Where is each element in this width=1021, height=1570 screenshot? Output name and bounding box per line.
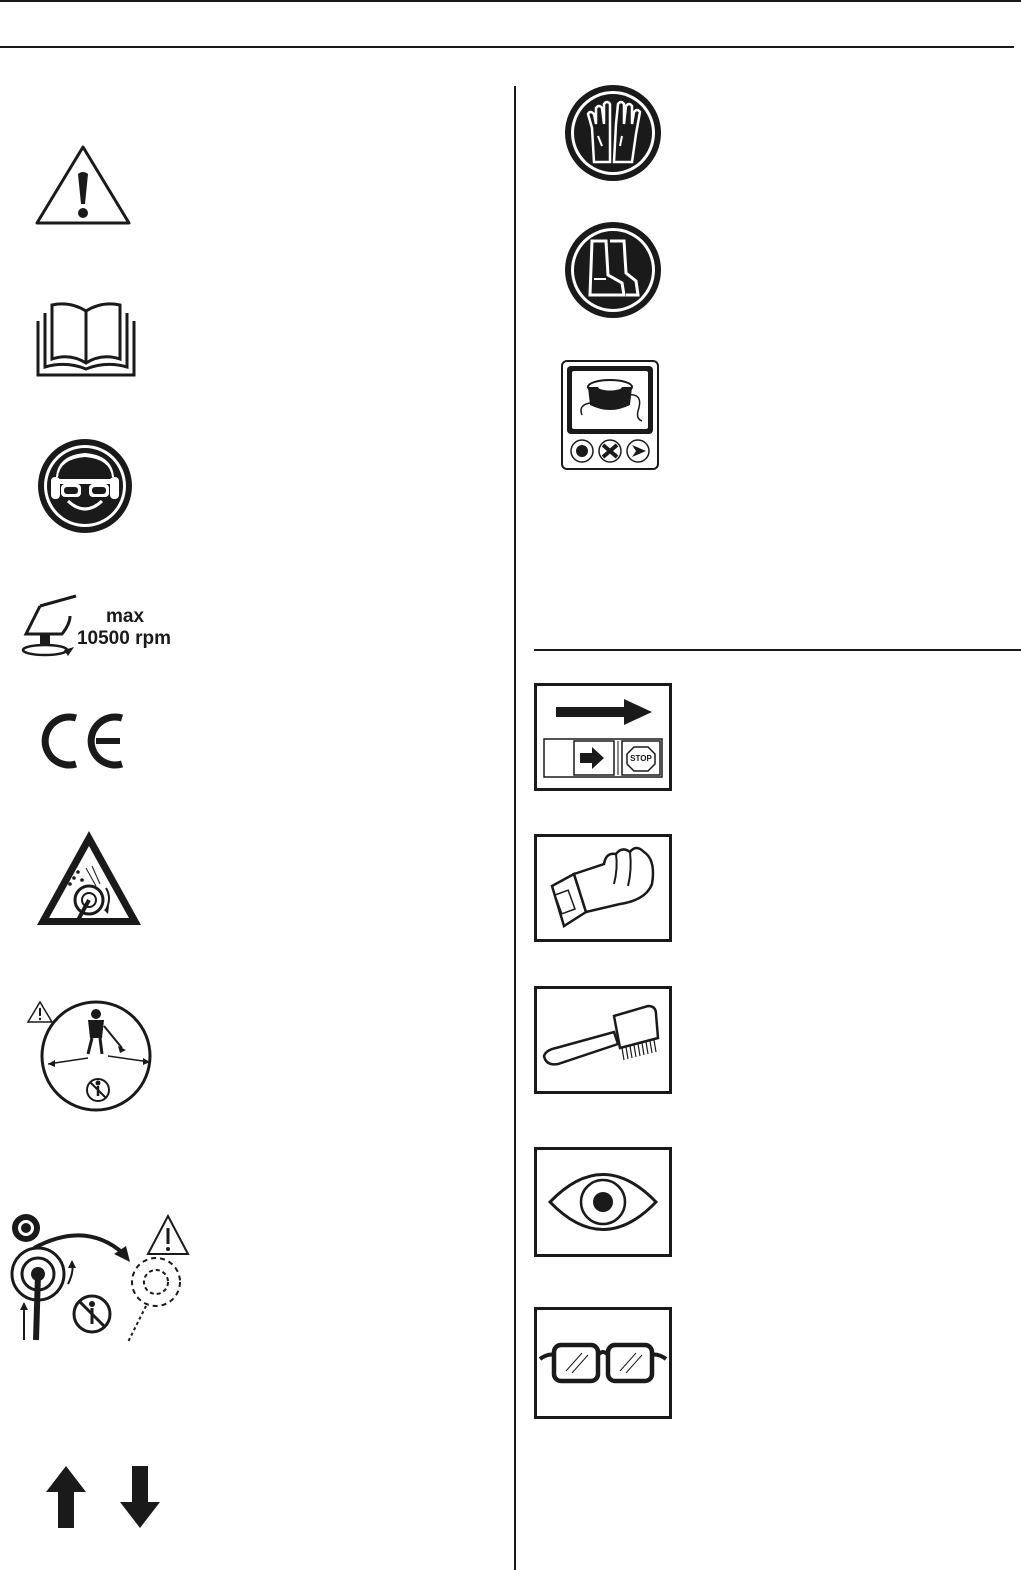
visual-inspection-eye-icon [534,1147,672,1257]
thrown-objects-warning-icon [34,828,144,928]
stop-switch-direction-icon [534,683,672,791]
max-speed-label: max [105,606,145,627]
safety-distance-icon [26,998,160,1114]
cleaning-brush-icon [534,986,672,1094]
protective-gloves-icon [564,84,662,182]
ce-mark-icon [40,712,126,770]
section-separator [534,649,1021,651]
column-divider [514,86,516,1570]
header-bottom-rule [0,46,1014,48]
up-down-arrows-icon [44,1466,162,1530]
protective-boots-icon [564,221,662,319]
kickback-thrust-icon [6,1210,192,1346]
warning-triangle-icon [34,144,132,226]
stop-switch-label: STOP [630,754,652,763]
header-top-rule [0,0,1021,2]
choke-glove-icon [534,834,672,942]
read-manual-icon [36,301,136,379]
safety-glasses-icon [534,1307,672,1419]
head-eye-ear-protection-icon [36,437,134,535]
max-speed-value: 10500 rpm [76,628,171,649]
trimmer-head-decal-icon [560,359,660,471]
